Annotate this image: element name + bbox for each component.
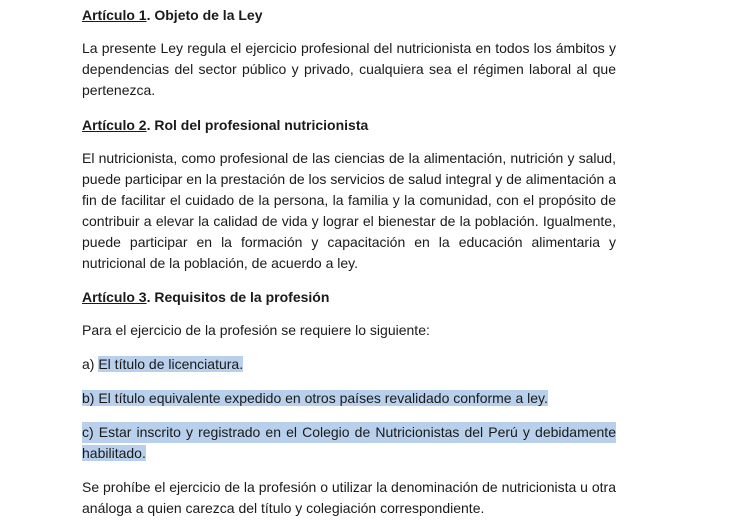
article-1-heading bbox=[82, 7, 263, 23]
article-2-label: Artículo 2 bbox=[82, 117, 147, 133]
requirement-a-text: El título de licenciatura. bbox=[98, 356, 244, 372]
article-1-label: Artículo 1 bbox=[82, 7, 147, 23]
requirement-c-line-2: habilitado. bbox=[82, 445, 146, 461]
article-3-title: . Requisitos de la profesión bbox=[146, 289, 330, 305]
requirement-b-text: b) El título equivalente expedido en otros países revalidado conforme a ley. bbox=[82, 390, 548, 406]
article-3-heading bbox=[82, 289, 329, 305]
requirement-b bbox=[82, 388, 548, 409]
requirement-c bbox=[82, 422, 616, 464]
requirement-a bbox=[82, 354, 243, 375]
article-2-heading bbox=[82, 117, 368, 133]
article-3-closing: Se prohíbe el ejercicio de la profesión o utilizar la denominación de nutricionista u otra análoga a quien carezca del título y colegiación correspondiente. bbox=[82, 479, 616, 516]
requirement-c-line-1: c) Estar inscrito y registrado en el Colegio de Nutricionistas del Perú y debidamente bbox=[82, 422, 616, 443]
article-2-title: . Rol del profesional nutricionista bbox=[146, 117, 369, 133]
article-3-intro: Para el ejercicio de la profesión se requiere lo siguiente: bbox=[82, 322, 430, 338]
article-2-body: El nutricionista, como profesional de las ciencias de la alimentación, nutrición y salud, puede participar en la prestación de los servicios de salud integral y de alimentación a fin de facilitar el cuidado de la persona, la familia y la comunidad, con el propósito de contribuir a elevar la calidad de vida y lograr el bienestar de la población. Igualmente, puede participar en la formación y capacitación en la educación alimentaria y nutricional de la población, de acuerdo a ley. bbox=[82, 150, 616, 271]
article-1-body: La presente Ley regula el ejercicio profesional del nutricionista en todos los ámbitos y dependencias del sector público y privado, cualquiera sea el régimen laboral al que pertenezca. bbox=[82, 40, 616, 98]
article-1-title: . Objeto de la Ley bbox=[146, 7, 263, 23]
article-3-label: Artículo 3 bbox=[82, 289, 147, 305]
requirement-a-prefix: a) bbox=[82, 356, 99, 372]
